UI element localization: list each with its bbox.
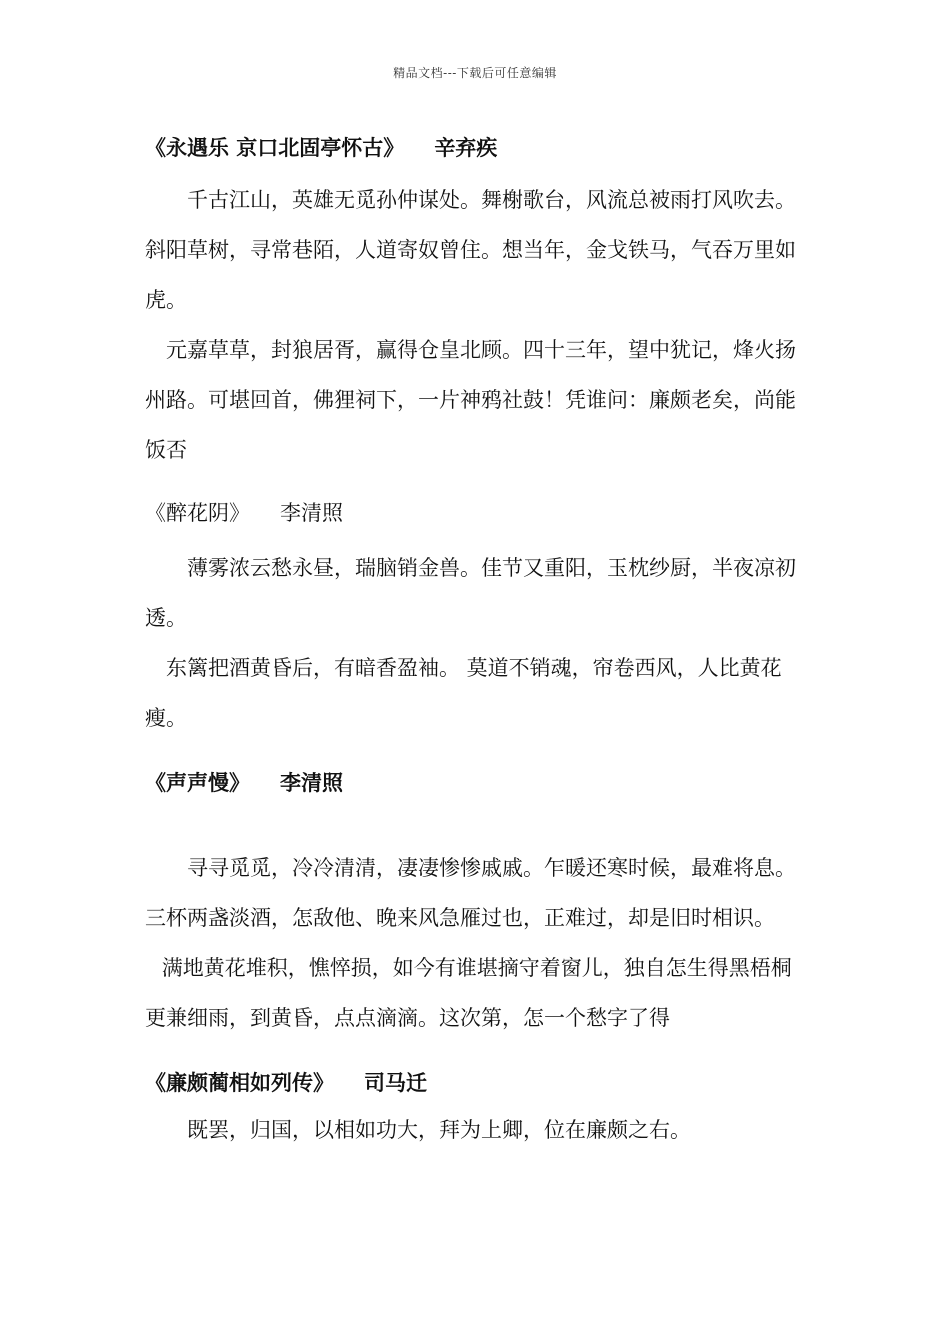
section-title: [145, 495, 805, 531]
section-zuihuayin: [145, 495, 805, 743]
section-title: [145, 765, 805, 801]
poem-title: 《声声慢》: [145, 770, 250, 795]
poem-paragraph: 寻寻觅觅，冷冷清清，凄凄惨惨戚戚。乍暖还寒时候，最难将息。三杯两盏淡酒，怎敌他、晚来风急雁过也，正难过，却是旧时相识。: [145, 856, 796, 930]
poem-title: 《醉花阴》: [145, 501, 250, 525]
poem-paragraph: 满地黄花堆积，憔悴损，如今有谁堪摘守着窗儿，独自怎生得黑梧桐更兼细雨，到黄昏，点点滴滴。这次第，怎一个愁字了得: [145, 956, 792, 1030]
poem-paragraph: 薄雾浓云愁永昼，瑞脑销金兽。佳节又重阳，玉枕纱厨，半夜凉初透。: [145, 556, 796, 630]
poem-title: 《廉颇蔺相如列传》: [145, 1070, 334, 1095]
poem-paragraph: 东篱把酒黄昏后，有暗香盈袖。 莫道不销魂，帘卷西风，人比黄花瘦。: [145, 656, 782, 730]
poem-author: 辛弃疾: [434, 135, 498, 160]
section-shengshengman: [145, 765, 805, 1043]
poem-title: 《永遇乐 京口北固亭怀古》: [145, 135, 405, 160]
document-body: [145, 130, 805, 1155]
section-title: [145, 1065, 805, 1101]
poem-author: 李清照: [280, 501, 343, 525]
poem-paragraph: 元嘉草草，封狼居胥，赢得仓皇北顾。四十三年，望中犹记，烽火扬州路。可堪回首，佛狸祠下，一片神鸦社鼓！凭谁问：廉颇老矣，尚能饭否: [145, 338, 796, 462]
section-yongyule: [145, 130, 805, 475]
section-title: [145, 130, 805, 166]
poem-paragraph: 千古江山，英雄无觅孙仲谋处。舞榭歌台，风流总被雨打风吹去。斜阳草树，寻常巷陌，人道寄奴曾住。想当年，金戈铁马，气吞万里如虎。: [145, 188, 796, 312]
prose-paragraph: 既罢，归国，以相如功大，拜为上卿，位在廉颇之右。: [187, 1118, 691, 1142]
section-lianpo: [145, 1065, 805, 1155]
poem-author: 司马迁: [364, 1070, 427, 1095]
poem-author: 李清照: [280, 770, 343, 795]
page-header: 精品文档---下载后可任意编辑: [393, 66, 557, 80]
